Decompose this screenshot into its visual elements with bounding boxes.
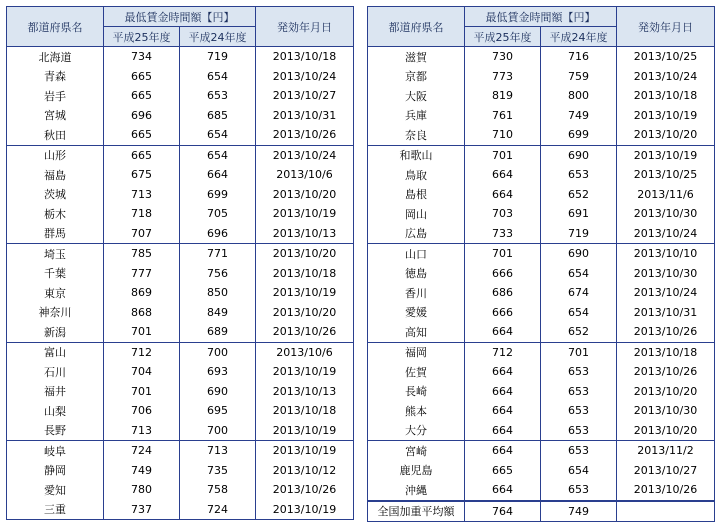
- cell-h25: 664: [465, 480, 541, 501]
- cell-pref: 愛媛: [368, 303, 465, 323]
- cell-h24: 653: [541, 165, 617, 185]
- table-row: [368, 125, 715, 145]
- table-row: [368, 362, 715, 382]
- cell-h25: 869: [104, 283, 180, 303]
- cell-date: 2013/10/20: [256, 303, 354, 323]
- cell-date: 2013/10/19: [617, 106, 715, 126]
- cell-pref: 長野: [7, 421, 104, 441]
- cell-h25: 777: [104, 264, 180, 284]
- cell-h25: 749: [104, 461, 180, 481]
- cell-h25: 703: [465, 204, 541, 224]
- table-row: [7, 421, 354, 441]
- cell-h25: 701: [465, 145, 541, 165]
- cell-h25: 704: [104, 362, 180, 382]
- cell-h25: 664: [465, 382, 541, 402]
- header-effective-date: 発効年月日: [617, 7, 715, 47]
- cell-h24: 689: [180, 322, 256, 342]
- cell-date: 2013/10/13: [256, 382, 354, 402]
- cell-date: 2013/10/20: [617, 421, 715, 441]
- table-row: [7, 264, 354, 284]
- cell-date: 2013/10/19: [256, 500, 354, 520]
- table-row: [368, 382, 715, 402]
- cell-pref: 千葉: [7, 264, 104, 284]
- cell-pref: 福岡: [368, 342, 465, 362]
- cell-date: 2013/10/27: [256, 86, 354, 106]
- cell-h25: 780: [104, 480, 180, 500]
- average-date: [617, 501, 715, 522]
- cell-h24: 735: [180, 461, 256, 481]
- cell-pref: 滋賀: [368, 47, 465, 67]
- cell-pref: 和歌山: [368, 145, 465, 165]
- table-row: [7, 382, 354, 402]
- cell-h25: 701: [104, 322, 180, 342]
- cell-pref: 島根: [368, 185, 465, 205]
- table-row: [368, 461, 715, 481]
- cell-pref: 愛知: [7, 480, 104, 500]
- cell-h24: 654: [541, 303, 617, 323]
- cell-pref: 群馬: [7, 224, 104, 244]
- table-row: [368, 47, 715, 67]
- cell-h24: 652: [541, 322, 617, 342]
- table-row: [7, 322, 354, 342]
- table-row: [7, 185, 354, 205]
- header-prefecture: 都道府県名: [7, 7, 104, 47]
- cell-h25: 730: [465, 47, 541, 67]
- cell-h25: 713: [104, 421, 180, 441]
- header-effective-date: 発効年月日: [256, 7, 354, 47]
- cell-h25: 707: [104, 224, 180, 244]
- table-row: [7, 283, 354, 303]
- cell-h25: 666: [465, 264, 541, 284]
- table-row: [7, 145, 354, 165]
- table-row: [368, 86, 715, 106]
- table-row: [368, 441, 715, 461]
- cell-h24: 654: [180, 125, 256, 145]
- cell-pref: 栃木: [7, 204, 104, 224]
- table-row: [7, 500, 354, 520]
- cell-pref: 大分: [368, 421, 465, 441]
- cell-pref: 富山: [7, 342, 104, 362]
- cell-pref: 青森: [7, 67, 104, 87]
- cell-h24: 696: [180, 224, 256, 244]
- table-row: [7, 67, 354, 87]
- table-row: [368, 67, 715, 87]
- average-h25: 764: [465, 501, 541, 522]
- cell-h25: 712: [104, 342, 180, 362]
- cell-h25: 710: [465, 125, 541, 145]
- cell-pref: 高知: [368, 322, 465, 342]
- cell-h25: 773: [465, 67, 541, 87]
- cell-h25: 785: [104, 244, 180, 264]
- cell-h25: 665: [465, 461, 541, 481]
- cell-h25: 664: [465, 421, 541, 441]
- cell-date: 2013/10/24: [256, 145, 354, 165]
- cell-h25: 664: [465, 362, 541, 382]
- table-row: [368, 303, 715, 323]
- table-row: [368, 204, 715, 224]
- cell-pref: 石川: [7, 362, 104, 382]
- cell-pref: 福島: [7, 165, 104, 185]
- cell-h24: 690: [541, 145, 617, 165]
- cell-pref: 京都: [368, 67, 465, 87]
- cell-pref: 埼玉: [7, 244, 104, 264]
- cell-h24: 699: [541, 125, 617, 145]
- cell-date: 2013/10/30: [617, 204, 715, 224]
- cell-h25: 666: [465, 303, 541, 323]
- national-average-row: [368, 501, 715, 522]
- cell-pref: 秋田: [7, 125, 104, 145]
- cell-h24: 724: [180, 500, 256, 520]
- cell-pref: 静岡: [7, 461, 104, 481]
- table-row: [7, 86, 354, 106]
- cell-h25: 675: [104, 165, 180, 185]
- cell-date: 2013/10/25: [617, 165, 715, 185]
- header-wage-group: 最低賃金時間額【円】: [465, 7, 617, 27]
- cell-date: 2013/10/26: [256, 322, 354, 342]
- header-wage-group: 最低賃金時間額【円】: [104, 7, 256, 27]
- cell-pref: 茨城: [7, 185, 104, 205]
- cell-h25: 701: [465, 244, 541, 264]
- cell-date: 2013/10/19: [256, 204, 354, 224]
- cell-h24: 849: [180, 303, 256, 323]
- table-row: [368, 165, 715, 185]
- cell-h25: 664: [465, 185, 541, 205]
- cell-h24: 749: [541, 106, 617, 126]
- minimum-wage-table-left: [6, 6, 354, 520]
- header-h25: 平成25年度: [104, 27, 180, 47]
- cell-pref: 三重: [7, 500, 104, 520]
- table-row: [368, 224, 715, 244]
- cell-date: 2013/10/13: [256, 224, 354, 244]
- cell-h24: 654: [541, 264, 617, 284]
- cell-pref: 熊本: [368, 401, 465, 421]
- table-body-right: [368, 47, 715, 522]
- table-row: [7, 204, 354, 224]
- cell-date: 2013/10/20: [256, 244, 354, 264]
- table-row: [368, 185, 715, 205]
- cell-pref: 新潟: [7, 322, 104, 342]
- cell-date: 2013/10/26: [617, 480, 715, 501]
- cell-date: 2013/10/18: [256, 264, 354, 284]
- average-label: 全国加重平均額: [368, 501, 465, 522]
- cell-pref: 奈良: [368, 125, 465, 145]
- cell-h25: 718: [104, 204, 180, 224]
- cell-h25: 819: [465, 86, 541, 106]
- cell-date: 2013/10/10: [617, 244, 715, 264]
- cell-h24: 690: [541, 244, 617, 264]
- cell-date: 2013/10/26: [617, 362, 715, 382]
- cell-pref: 東京: [7, 283, 104, 303]
- cell-date: 2013/10/18: [256, 47, 354, 67]
- cell-h25: 734: [104, 47, 180, 67]
- table-row: [7, 303, 354, 323]
- cell-h24: 664: [180, 165, 256, 185]
- cell-pref: 大阪: [368, 86, 465, 106]
- cell-date: 2013/10/26: [617, 322, 715, 342]
- cell-h24: 713: [180, 441, 256, 461]
- cell-h24: 693: [180, 362, 256, 382]
- cell-date: 2013/10/24: [617, 67, 715, 87]
- header-h25: 平成25年度: [465, 27, 541, 47]
- cell-date: 2013/10/30: [617, 264, 715, 284]
- cell-date: 2013/10/26: [256, 125, 354, 145]
- cell-date: 2013/10/19: [256, 421, 354, 441]
- table-row: [7, 106, 354, 126]
- cell-pref: 岐阜: [7, 441, 104, 461]
- cell-h24: 719: [541, 224, 617, 244]
- cell-h24: 700: [180, 342, 256, 362]
- cell-date: 2013/10/18: [617, 342, 715, 362]
- cell-h25: 664: [465, 165, 541, 185]
- cell-h24: 653: [541, 401, 617, 421]
- cell-h25: 686: [465, 283, 541, 303]
- cell-pref: 福井: [7, 382, 104, 402]
- cell-date: 2013/10/19: [256, 362, 354, 382]
- table-row: [368, 106, 715, 126]
- cell-pref: 神奈川: [7, 303, 104, 323]
- cell-h25: 665: [104, 125, 180, 145]
- cell-h24: 850: [180, 283, 256, 303]
- cell-pref: 北海道: [7, 47, 104, 67]
- table-row: [7, 224, 354, 244]
- cell-pref: 佐賀: [368, 362, 465, 382]
- cell-h24: 701: [541, 342, 617, 362]
- cell-h24: 652: [541, 185, 617, 205]
- table-row: [7, 125, 354, 145]
- cell-date: 2013/10/20: [617, 125, 715, 145]
- cell-pref: 香川: [368, 283, 465, 303]
- cell-h24: 654: [541, 461, 617, 481]
- table-row: [368, 244, 715, 264]
- cell-h24: 685: [180, 106, 256, 126]
- cell-h24: 756: [180, 264, 256, 284]
- cell-date: 2013/10/6: [256, 342, 354, 362]
- cell-h24: 654: [180, 145, 256, 165]
- cell-pref: 鹿児島: [368, 461, 465, 481]
- cell-pref: 徳島: [368, 264, 465, 284]
- cell-pref: 宮崎: [368, 441, 465, 461]
- cell-date: 2013/10/18: [256, 401, 354, 421]
- cell-pref: 岩手: [7, 86, 104, 106]
- cell-h25: 712: [465, 342, 541, 362]
- cell-h24: 654: [180, 67, 256, 87]
- cell-pref: 山形: [7, 145, 104, 165]
- cell-date: 2013/10/25: [617, 47, 715, 67]
- cell-h25: 761: [465, 106, 541, 126]
- cell-date: 2013/10/12: [256, 461, 354, 481]
- cell-date: 2013/10/20: [256, 185, 354, 205]
- cell-date: 2013/10/24: [617, 224, 715, 244]
- cell-h25: 665: [104, 67, 180, 87]
- cell-h24: 653: [541, 382, 617, 402]
- cell-h24: 653: [541, 421, 617, 441]
- cell-pref: 沖縄: [368, 480, 465, 501]
- table-row: [368, 145, 715, 165]
- cell-date: 2013/10/19: [617, 145, 715, 165]
- cell-h25: 664: [465, 441, 541, 461]
- minimum-wage-table-right: [367, 6, 715, 522]
- cell-pref: 宮城: [7, 106, 104, 126]
- cell-h24: 653: [541, 362, 617, 382]
- table-row: [368, 401, 715, 421]
- cell-date: 2013/11/2: [617, 441, 715, 461]
- cell-date: 2013/10/24: [617, 283, 715, 303]
- table-row: [7, 47, 354, 67]
- cell-h25: 665: [104, 145, 180, 165]
- cell-pref: 鳥取: [368, 165, 465, 185]
- table-row: [7, 342, 354, 362]
- table-body-left: [7, 47, 354, 520]
- cell-date: 2013/10/19: [256, 283, 354, 303]
- cell-h25: 724: [104, 441, 180, 461]
- table-row: [7, 244, 354, 264]
- table-row: [368, 283, 715, 303]
- cell-date: 2013/10/31: [256, 106, 354, 126]
- table-row: [368, 264, 715, 284]
- table-row: [368, 480, 715, 501]
- cell-h24: 699: [180, 185, 256, 205]
- cell-h24: 800: [541, 86, 617, 106]
- header-h24: 平成24年度: [180, 27, 256, 47]
- cell-date: 2013/10/18: [617, 86, 715, 106]
- cell-h24: 759: [541, 67, 617, 87]
- cell-h25: 737: [104, 500, 180, 520]
- cell-date: 2013/10/19: [256, 441, 354, 461]
- cell-date: 2013/10/6: [256, 165, 354, 185]
- cell-h24: 695: [180, 401, 256, 421]
- cell-h25: 664: [465, 322, 541, 342]
- cell-pref: 広島: [368, 224, 465, 244]
- table-row: [7, 480, 354, 500]
- cell-h24: 705: [180, 204, 256, 224]
- cell-pref: 山梨: [7, 401, 104, 421]
- cell-h24: 758: [180, 480, 256, 500]
- cell-h24: 691: [541, 204, 617, 224]
- table-row: [7, 461, 354, 481]
- cell-h25: 664: [465, 401, 541, 421]
- cell-h24: 653: [541, 480, 617, 501]
- table-row: [7, 441, 354, 461]
- cell-pref: 兵庫: [368, 106, 465, 126]
- cell-h25: 665: [104, 86, 180, 106]
- table-row: [368, 322, 715, 342]
- header-prefecture: 都道府県名: [368, 7, 465, 47]
- cell-pref: 岡山: [368, 204, 465, 224]
- cell-date: 2013/10/26: [256, 480, 354, 500]
- cell-date: 2013/11/6: [617, 185, 715, 205]
- table-row: [368, 421, 715, 441]
- cell-h25: 706: [104, 401, 180, 421]
- cell-h24: 653: [541, 441, 617, 461]
- average-h24: 749: [541, 501, 617, 522]
- cell-h25: 696: [104, 106, 180, 126]
- cell-date: 2013/10/27: [617, 461, 715, 481]
- table-row: [368, 342, 715, 362]
- cell-h24: 690: [180, 382, 256, 402]
- cell-h25: 868: [104, 303, 180, 323]
- cell-h24: 653: [180, 86, 256, 106]
- cell-h24: 719: [180, 47, 256, 67]
- cell-h24: 700: [180, 421, 256, 441]
- cell-date: 2013/10/24: [256, 67, 354, 87]
- table-row: [7, 165, 354, 185]
- cell-pref: 長崎: [368, 382, 465, 402]
- cell-h24: 771: [180, 244, 256, 264]
- cell-h25: 733: [465, 224, 541, 244]
- cell-h24: 674: [541, 283, 617, 303]
- cell-date: 2013/10/20: [617, 382, 715, 402]
- cell-h25: 701: [104, 382, 180, 402]
- cell-date: 2013/10/30: [617, 401, 715, 421]
- table-row: [7, 362, 354, 382]
- cell-h25: 713: [104, 185, 180, 205]
- cell-pref: 山口: [368, 244, 465, 264]
- cell-date: 2013/10/31: [617, 303, 715, 323]
- table-row: [7, 401, 354, 421]
- header-h24: 平成24年度: [541, 27, 617, 47]
- cell-h24: 716: [541, 47, 617, 67]
